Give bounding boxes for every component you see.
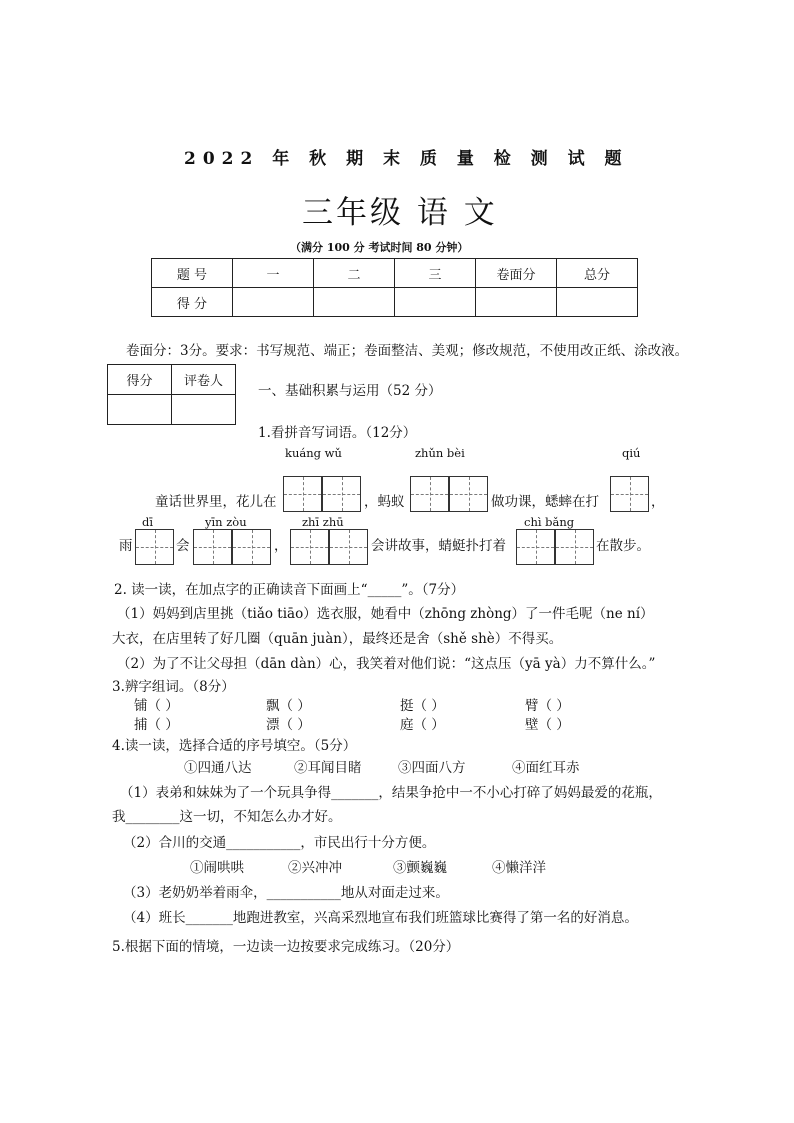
sentence-text: 做功课，蟋蟀在打 bbox=[491, 494, 599, 510]
pinyin-label: dī bbox=[142, 515, 154, 529]
score-table-cell: 卷面分 bbox=[476, 259, 557, 288]
word-pair-item: 庭（ ） bbox=[400, 717, 445, 733]
score-table-header-row bbox=[152, 259, 638, 288]
question-2-sentence: （2）为了不让父母担（dān dàn）心，我笑着对他们说：“这点压（yā yà）力不算什么。” bbox=[117, 656, 656, 672]
writing-grid-box[interactable] bbox=[290, 529, 329, 565]
word-pair-item: 挺（ ） bbox=[400, 698, 445, 714]
grader-table-cell: 评卷人 bbox=[172, 365, 236, 395]
question-4-sentence: （2）合川的交通___________，市民出行十分方便。 bbox=[123, 835, 436, 851]
writing-grid-box[interactable] bbox=[193, 529, 232, 565]
score-input-cell[interactable] bbox=[233, 288, 314, 317]
question-2-sentence: 大衣，在店里转了好几圈（quān juàn），最终还是舍（shě shè）不得买。 bbox=[112, 631, 563, 647]
exam-title: 2022 年 秋 期 末 质 量 检 测 试 题 bbox=[184, 149, 629, 169]
score-table-score-row bbox=[152, 288, 638, 317]
sentence-text: ，蚂蚁 bbox=[364, 494, 405, 510]
pinyin-label: kuáng wǔ bbox=[285, 446, 342, 460]
pinyin-label: zhī zhū bbox=[302, 515, 344, 529]
score-input-cell[interactable] bbox=[476, 288, 557, 317]
writing-grid-box[interactable] bbox=[555, 529, 594, 565]
word-pair-item: 捕（ ） bbox=[134, 717, 179, 733]
writing-grid-box[interactable] bbox=[329, 529, 368, 565]
grade-subject-title: 三年级 语 文 bbox=[302, 195, 498, 231]
score-table-cell: 二 bbox=[314, 259, 395, 288]
pinyin-label: qiú bbox=[622, 446, 641, 460]
word-pair-item: 臂（ ） bbox=[525, 698, 570, 714]
neatness-note: 卷面分：3分。要求：书写规范、端正；卷面整洁、美观；修改规范，不使用改正纸、涂改液。 bbox=[126, 343, 689, 359]
idiom-option: ①四通八达 bbox=[184, 760, 252, 776]
question-3-title: 3.辨字组词。（8分） bbox=[112, 679, 235, 695]
score-input-cell[interactable] bbox=[557, 288, 638, 317]
grader-table-cell: 得分 bbox=[108, 365, 172, 395]
word-pair-item: 漂（ ） bbox=[266, 717, 311, 733]
pinyin-label: zhǔn bèi bbox=[415, 446, 465, 460]
score-table-cell: 一 bbox=[233, 259, 314, 288]
idiom-option: ④面红耳赤 bbox=[512, 760, 580, 776]
grader-table-header-row bbox=[108, 365, 236, 395]
writing-grid-box[interactable] bbox=[283, 476, 322, 512]
word-pair-item: 飘（ ） bbox=[266, 698, 311, 714]
grader-input-cell[interactable] bbox=[172, 395, 236, 425]
word-pair-item: 铺（ ） bbox=[134, 698, 179, 714]
pinyin-label: yīn zòu bbox=[205, 515, 247, 529]
sentence-text: 在散步。 bbox=[596, 538, 650, 554]
word-pair-item: 壁（ ） bbox=[525, 717, 570, 733]
question-5-title: 5.根据下面的情境，一边读一边按要求完成练习。（20分） bbox=[112, 939, 460, 955]
word-option: ④懒洋洋 bbox=[492, 860, 546, 876]
idiom-option: ②耳闻目睹 bbox=[294, 760, 362, 776]
score-table-cell: 三 bbox=[395, 259, 476, 288]
question-2-sentence: （1）妈妈到店里挑（tiǎo tiāo）选衣服，她看中（zhōng zhòng）了一件毛呢（ne ní） bbox=[117, 606, 654, 622]
exam-info: （满分 100 分 考试时间 80 分钟） bbox=[290, 241, 469, 254]
writing-grid-box[interactable] bbox=[410, 476, 449, 512]
score-input-cell[interactable] bbox=[395, 288, 476, 317]
grader-table bbox=[107, 364, 236, 425]
grader-table-input-row bbox=[108, 395, 236, 425]
question-4-sentence: （3）老奶奶举着雨伞，___________地从对面走过来。 bbox=[123, 885, 449, 901]
writing-grid-box[interactable] bbox=[232, 529, 271, 565]
score-input-cell[interactable] bbox=[314, 288, 395, 317]
sentence-text: ， bbox=[274, 538, 288, 554]
writing-grid-box[interactable] bbox=[322, 476, 361, 512]
word-option: ③颤巍巍 bbox=[393, 860, 447, 876]
pinyin-label: chì bǎng bbox=[524, 515, 575, 529]
idiom-option: ③四面八方 bbox=[398, 760, 466, 776]
question-4-sentence: （1）表弟和妹妹为了一个玩具争得_______，结果争抢中一不小心打碎了妈妈最爱的花瓶， bbox=[120, 785, 662, 801]
question-4-title: 4.读一读，选择合适的序号填空。（5分） bbox=[112, 738, 357, 754]
word-option: ①闹哄哄 bbox=[190, 860, 244, 876]
question-1-title: 1.看拼音写词语。（12分） bbox=[258, 425, 417, 441]
grader-input-cell[interactable] bbox=[108, 395, 172, 425]
sentence-text: ， bbox=[651, 494, 665, 510]
sentence-text: 会讲故事，蜻蜓扑打着 bbox=[371, 538, 506, 554]
sentence-text: 会 bbox=[176, 538, 190, 554]
score-table-cell: 总分 bbox=[557, 259, 638, 288]
writing-grid-box[interactable] bbox=[449, 476, 488, 512]
score-table-cell: 得 分 bbox=[152, 288, 233, 317]
question-2-title: 2. 读一读，在加点字的正确读音下面画上“_____”。（7分） bbox=[114, 582, 465, 598]
writing-grid-box[interactable] bbox=[516, 529, 555, 565]
question-4-sentence: （4）班长_______地跑进教室，兴高采烈地宣布我们班篮球比赛得了第一名的好消息。 bbox=[123, 910, 638, 926]
sentence-text: 雨 bbox=[119, 538, 133, 554]
writing-grid-box[interactable] bbox=[610, 476, 649, 512]
word-option: ②兴冲冲 bbox=[288, 860, 342, 876]
score-table-cell: 题 号 bbox=[152, 259, 233, 288]
sentence-text: 童话世界里，花儿在 bbox=[155, 494, 277, 510]
writing-grid-box[interactable] bbox=[135, 529, 174, 565]
section-title: 一、基础积累与运用（52 分） bbox=[258, 383, 442, 399]
score-table bbox=[151, 258, 638, 317]
question-4-sentence: 我________这一切，不知怎么办才好。 bbox=[112, 809, 342, 825]
